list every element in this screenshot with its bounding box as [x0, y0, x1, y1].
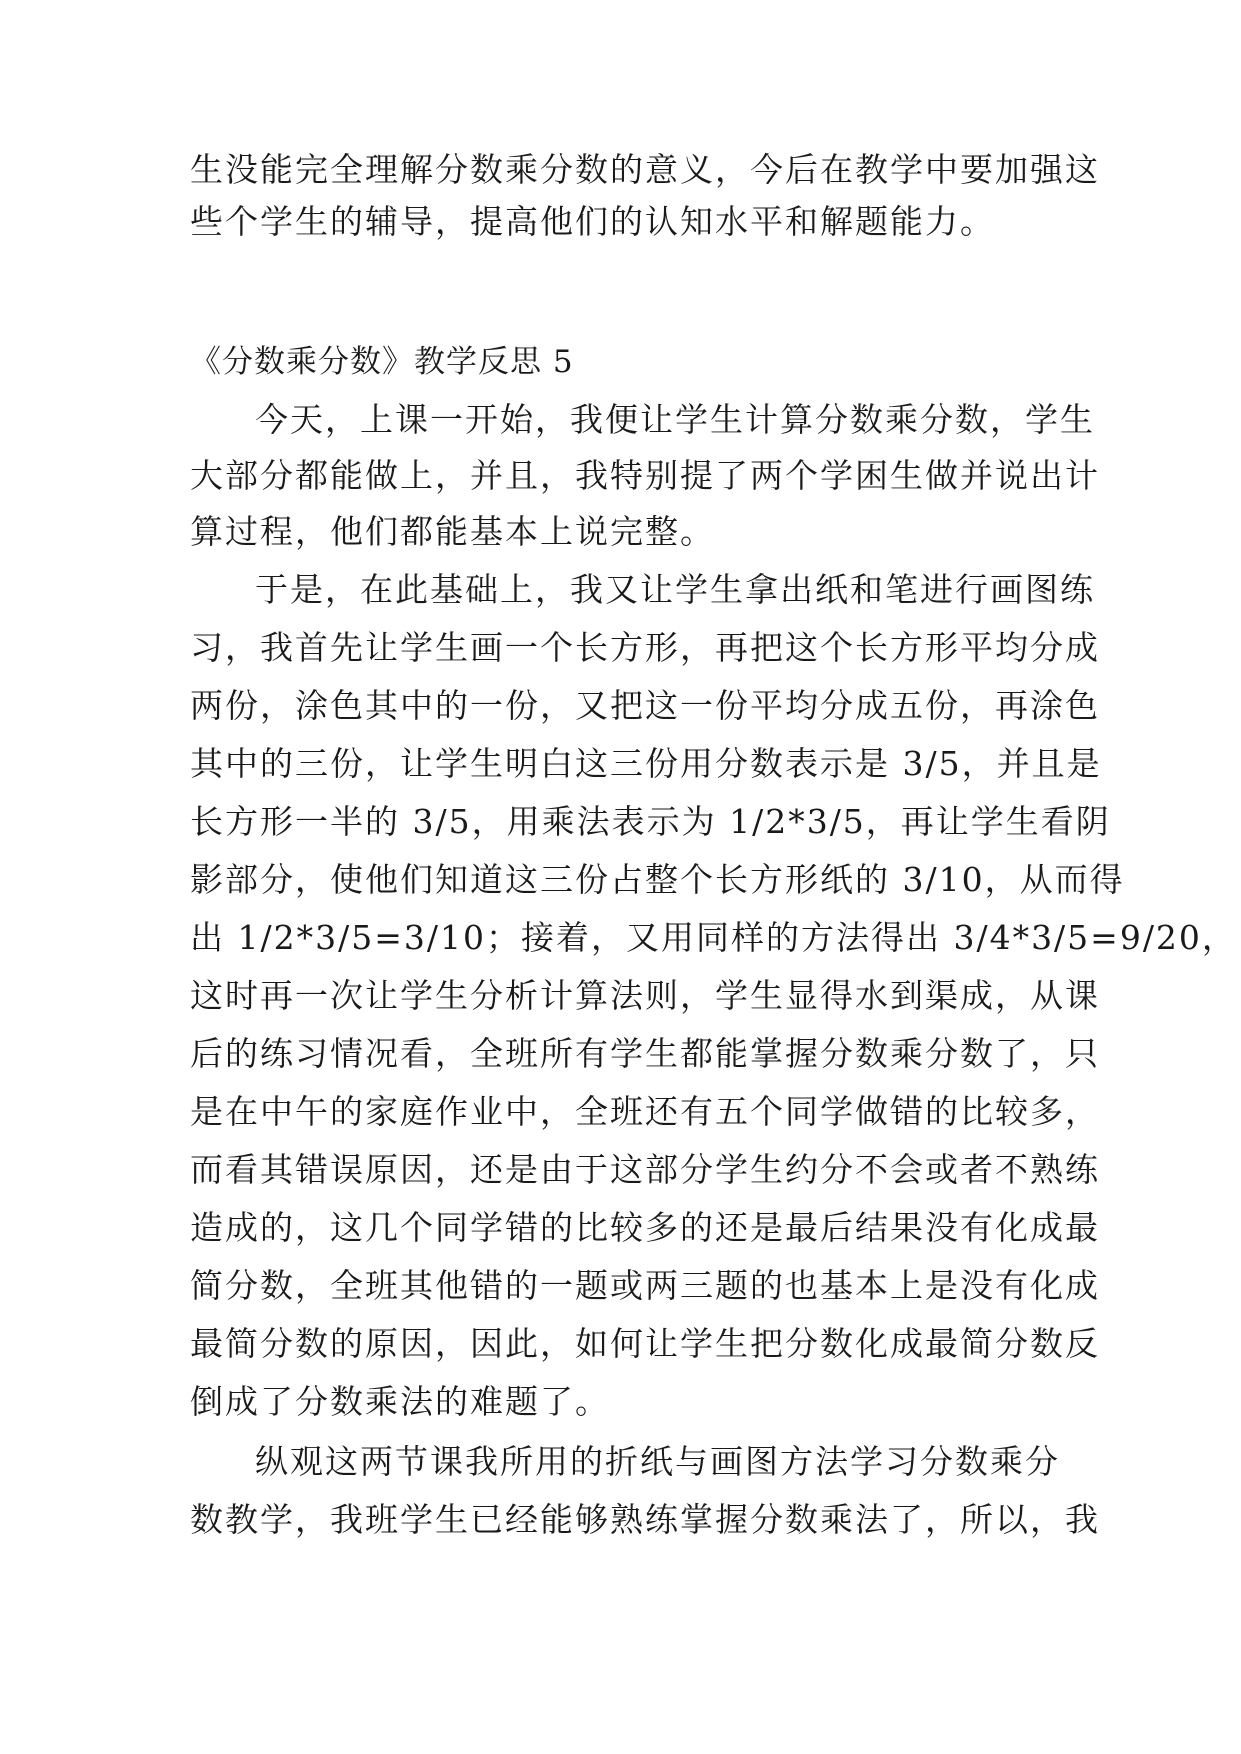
- paragraph-line: 生没能完全理解分数乘分数的意义，今后在教学中要加强这: [190, 150, 1100, 189]
- paragraph-line: 其中的三份，让学生明白这三份用分数表示是 3/5，并且是: [190, 744, 1102, 783]
- paragraph-line: 两份，涂色其中的一份，又把这一份平均分成五份，再涂色: [190, 686, 1100, 725]
- paragraph-line: 这时再一次让学生分析计算法则，学生显得水到渠成，从课: [190, 976, 1100, 1015]
- paragraph-line: 出 1/2*3/5=3/10；接着，又用同样的方法得出 3/4*3/5=9/20，: [190, 918, 1237, 957]
- paragraph-line: 算过程，他们都能基本上说完整。: [190, 512, 715, 551]
- paragraph-line: 最简分数的原因，因此，如何让学生把分数化成最简分数反: [190, 1324, 1100, 1363]
- section-heading: 《分数乘分数》教学反思 5: [190, 344, 574, 380]
- paragraph-line: 大部分都能做上，并且，我特别提了两个学困生做并说出计: [190, 456, 1100, 495]
- paragraph-line: 些个学生的辅导，提高他们的认知水平和解题能力。: [190, 202, 995, 241]
- paragraph-line: 于是，在此基础上，我又让学生拿出纸和笔进行画图练: [255, 570, 1095, 609]
- paragraph-line: 今天，上课一开始，我便让学生计算分数乘分数，学生: [255, 400, 1095, 439]
- paragraph-line: 后的练习情况看，全班所有学生都能掌握分数乘分数了，只: [190, 1034, 1100, 1073]
- paragraph-line: 是在中午的家庭作业中，全班还有五个同学做错的比较多，: [190, 1092, 1100, 1131]
- paragraph-line: 习，我首先让学生画一个长方形，再把这个长方形平均分成: [190, 628, 1100, 667]
- paragraph-line: 倒成了分数乘法的难题了。: [190, 1382, 610, 1421]
- paragraph-line: 长方形一半的 3/5，用乘法表示为 1/2*3/5，再让学生看阴: [190, 802, 1111, 841]
- paragraph-line: 纵观这两节课我所用的折纸与画图方法学习分数乘分: [255, 1442, 1060, 1481]
- paragraph-line: 数教学，我班学生已经能够熟练掌握分数乘法了，所以，我: [190, 1500, 1100, 1539]
- paragraph-line: 造成的，这几个同学错的比较多的还是最后结果没有化成最: [190, 1208, 1100, 1247]
- paragraph-line: 简分数，全班其他错的一题或两三题的也基本上是没有化成: [190, 1266, 1100, 1305]
- paragraph-line: 而看其错误原因，还是由于这部分学生约分不会或者不熟练: [190, 1150, 1100, 1189]
- paragraph-line: 影部分，使他们知道这三份占整个长方形纸的 3/10，从而得: [190, 860, 1125, 899]
